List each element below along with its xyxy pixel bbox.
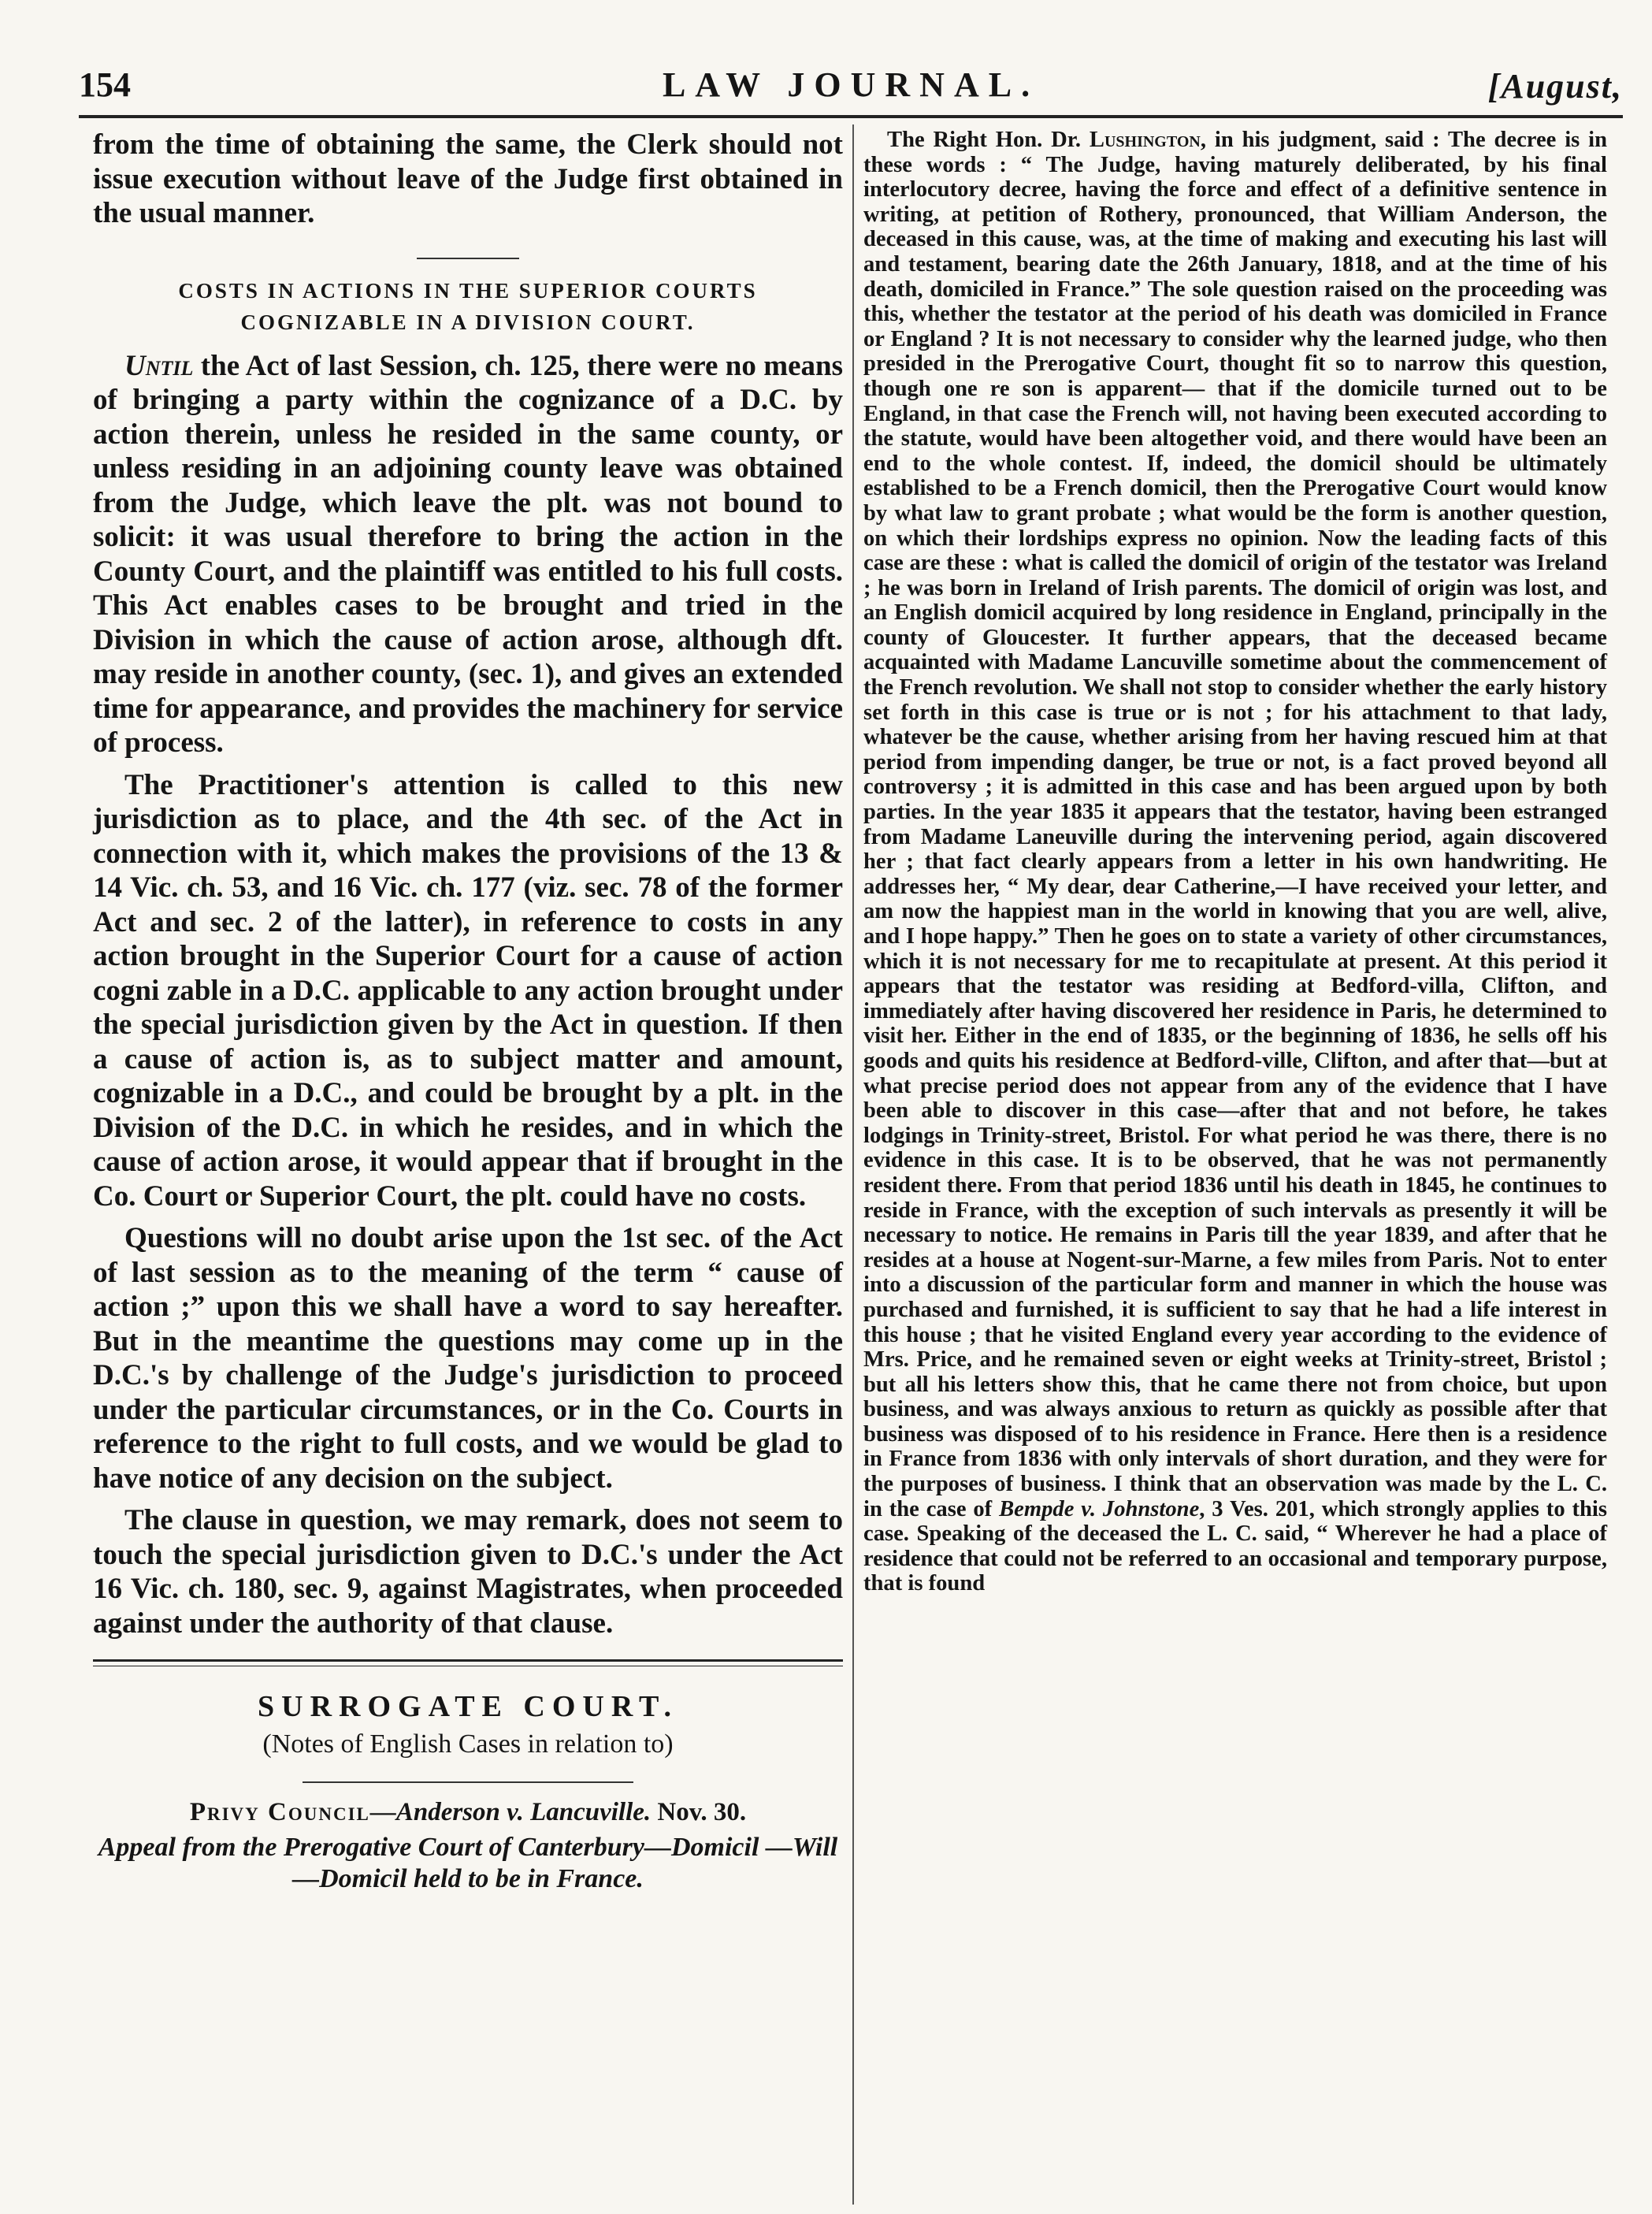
- paragraph-act-of-last-session: [93, 349, 843, 760]
- opening-paragraph: from the time of obtaining the same, the Clerk should not issue execution without leave of the Judge first obtained in the usual manner.: [93, 128, 843, 229]
- judgment-body: , in his judgment, said : The decree is in these words : “ The Judge, having maturely deliberated, by his final interlocutory decree, having the force and effect of a definitive sentence in writing, at petition of Rothery, pronounced, that William Anderson, the deceased in this cause, was, at the time of making and executing his last will and testament, bearing date the 26th January, 1818, and at the time of his death, domiciled in France.” The sole question raised on the proceeding was this, whether the testator at the period of his death was domiciled in France or England ? It is not necessary to consider why the learned judge, who then presided in the Prerogative Court, thought fit so to narrow this question, though one re son is apparent— that if the domicile turned out to be England, in that case the French will, not having been executed according to the statute, would have been altogether void, and there would have been an end to the whole contest. If, indeed, the domicil should be ultimately established to be a French domicil, then the Prerogative Court would know by what law to grant probate ; what would be the form is another question, on which their lordships express no opinion. Now the leading facts of this case are these : what is called the domicil of origin of the testator was Ireland ; he was born in Ireland of Irish parents. The domicil of origin was lost, and an English domicil acquired by long residence in England, principally in the county of Gloucester. It further appears, that the deceased became acquainted with Madame Lancuville sometime about the commencement of the French revolution. We shall not stop to consider whether the early history set forth in this case is true or is not ; for his attachment to that lady, whatever be the cause, whether arising from her having rescued him at that period from impending danger, be true or not, is a fact proved beyond all controversy ; it is admitted in this case and has been argued upon by both parties. In the year 1835 it appears that the testator, having been estranged from Madame Laneuville during the intervening period, again discovered her ; that fact clearly appears from a letter in his own handwriting. He addresses her, “ My dear, dear Catherine,—I have received your letter, and am now the happiest man in the world in knowing that you are well, alive, and I hope happy.” Then he goes on to state a variety of other circumstances, which it is not necessary for me to recapitulate at present. At this period it appears that the testator was residing at Bedford-villa, Clifton, and immediately after having discovered her residence in Paris, he determined to visit her. Either in the end of 1835, or the beginning of 1836, he sells off his goods and quits his residence at Bedford-ville, Clifton, and after that—but at what precise period does not appear from any of the evidence that I have been able to discover in this case—after that and not before, he takes lodgings in Trinity-street, Bristol. For what period he was there, there is no evidence in this case. It is to be observed, that he was not permanently resident there. From that period 1836 until his death in 1845, he continues to reside in France, with the exception of such intervals as presently it will be necessary to notice. He remains in Paris till the year 1839, and after that he resides at a house at Nogent-sur-Marne, a few miles from Paris. Not to enter into a discussion of the particular form and manner in which the house was purchased and furnished, it is sufficient to say that he had a life interest in this house ; that he visited England every year according to the evidence of Mrs. Price, and he remained seven or eight weeks at Trinity-street, Bristol ; but all his letters show this, that he came there not from choice, but upon business, and was always anxious to return as quickly as possible after that business was disposed of to his residence in France. Here then is a residence in France from 1836 with only intervals of short duration, and they were for the purposes of business. I think that an observation was made by the L. C. in the case of: [863, 128, 1607, 1521]
- header-rule: [79, 115, 1623, 118]
- paragraph-practitioner: The Practitioner's attention is called to this new jurisdiction as to place, and the 4th sec. of the Act in connection with it, which makes the provisions of the 13 & 14 Vic. ch. 53, and 16 Vic. ch. 177 (viz. sec. 78 of the former Act and sec. 2 of the latter), in reference to costs in any action brought in the Superior Court for a cause of action cogni zable in a D.C. applicable to any action brought under the special jurisdiction given by the Act in question. If then a cause of action is, as to subject matter and amount, cognizable in a D.C., and could be brought by a plt. in the Division of the D.C. in which he resides, and in which the cause of action arose, it would appear that if brought in the Co. Court or Superior Court, the plt. could have no costs.: [93, 768, 843, 1213]
- surrogate-court-title: SURROGATE COURT.: [258, 1690, 678, 1723]
- journal-title: LAW JOURNAL.: [662, 65, 1040, 104]
- cited-case: Bempde v. Johnstone: [999, 1496, 1200, 1521]
- case-citation: [93, 1796, 843, 1829]
- costs-heading-line-2: COGNIZABLE IN A DIVISION COURT.: [240, 310, 696, 334]
- case-date: Nov. 30.: [651, 1798, 747, 1826]
- case-rule: [303, 1781, 633, 1783]
- right-column: [863, 128, 1607, 1596]
- issue-month: [August,: [1487, 67, 1623, 106]
- paragraph-lead-word: Until: [124, 349, 194, 382]
- judgment-closing: , 3 Ves. 201, which strongly applies to this case. Speaking of the deceased the L. C. said, “ Wherever he had a place of residence that could not be referred to an occasional and temporary purpose, that is found: [863, 1496, 1607, 1596]
- case-court: Privy Council: [189, 1798, 370, 1826]
- left-column: [93, 128, 843, 1895]
- section-rule: [417, 258, 519, 259]
- judgment-text: [863, 128, 1607, 1596]
- judge-name: Lushington: [1089, 128, 1201, 152]
- paragraph-body: the Act of last Session, ch. 125, there were no means of bringing a party within the cognizance of a D.C. by action therein, unless he resided in the same county, or unless residing in an adjoining county leave was obtained from the Judge, which leave the plt. was not bound to solicit: it was usual therefore to bring the action in the County Court, and the plaintiff was entitled to his full costs. This Act enables cases to be brought and tried in the Division in which the cause of action arose, although dft. may reside in another county, (sec. 1), and gives an extended time for appearance, and provides the machinery for service of process.: [93, 349, 843, 759]
- page-header: [79, 61, 1623, 117]
- paragraph-clause: The clause in question, we may remark, does not seem to touch the special jurisdiction given to D.C.'s under the Act 16 Vic. ch. 180, sec. 9, against Magistrates, when proceeded against under the authority of that clause.: [93, 1504, 843, 1640]
- surrogate-court-subtitle: (Notes of English Cases in relation to): [262, 1729, 674, 1759]
- paragraph-questions: Questions will no doubt arise upon the 1st sec. of the Act of last session as to the meaning of the term “ cause of action ;” upon this we shall have a word to say hereafter. But in the meantime the questions may come up in the D.C.'s by challenge of the Judge's jurisdiction to proceed under the particular circumstances, or in the Co. Courts in reference to the right to full costs, and we would be glad to have notice of any decision on the subject.: [93, 1222, 843, 1495]
- page-number: 154: [79, 65, 131, 104]
- case-names: —Anderson v. Lancuville.: [369, 1798, 652, 1826]
- column-divider: [852, 124, 854, 2205]
- case-description: Appeal from the Prerogative Court of Canterbury—Domicil —Will—Domicil held to be in France.: [98, 1833, 838, 1893]
- costs-heading-line-1: COSTS IN ACTIONS IN THE SUPERIOR COURTS: [178, 278, 758, 303]
- section-double-rule: [93, 1659, 843, 1666]
- judgment-lead: The Right Hon. Dr.: [887, 128, 1090, 152]
- costs-heading: [93, 275, 843, 338]
